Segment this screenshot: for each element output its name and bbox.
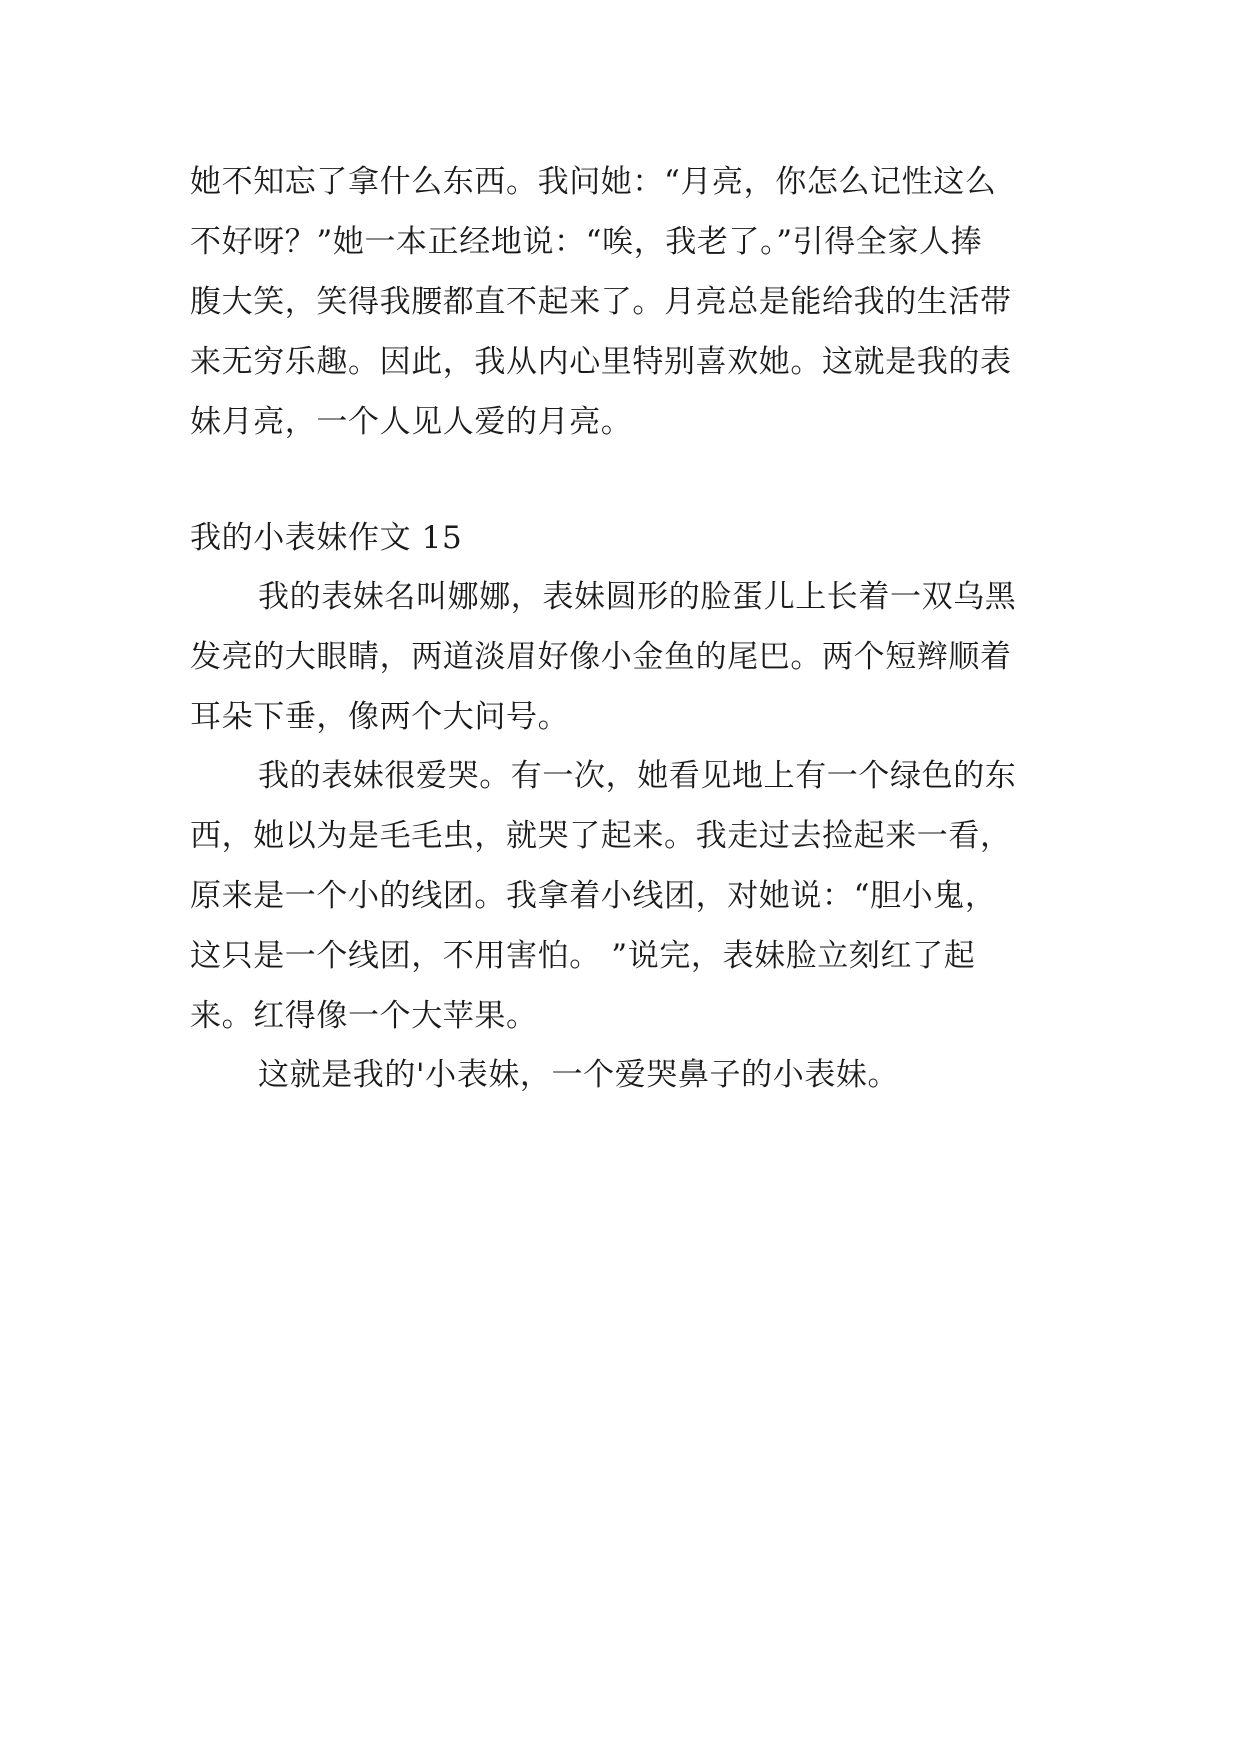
continuation-line-3: 腹大笑，笑得我腰都直不起来了。月亮总是能给我的生活带 (190, 284, 1012, 320)
continuation-line-1: 她不知忘了拿什么东西。我问她：“月亮，你怎么记性这么 (190, 164, 997, 200)
continuation-line-5: 妹月亮，一个人见人爱的月亮。 (190, 404, 633, 440)
paragraph2-line-1: 我的表妹很爱哭。有一次，她看见地上有一个绿色的东 (258, 758, 1017, 794)
paragraph2-line-5: 来。红得像一个大苹果。 (190, 998, 538, 1034)
paragraph2-line-2: 西，她以为是毛毛虫，就哭了起来。我走过去捡起来一看， (190, 818, 1012, 854)
essay-heading: 我的小表妹作文 15 (190, 520, 463, 556)
paragraph2-line-3: 原来是一个小的线团。我拿着小线团，对她说：“胆小鬼， (190, 878, 997, 914)
paragraph1-line-2: 发亮的大眼睛，两道淡眉好像小金鱼的尾巴。两个短辫顺着 (190, 639, 1012, 675)
paragraph3-line-1: 这就是我的'小表妹，一个爱哭鼻子的小表妹。 (258, 1057, 900, 1093)
paragraph1-line-3: 耳朵下垂，像两个大问号。 (190, 699, 570, 735)
continuation-line-4: 来无穷乐趣。因此，我从内心里特别喜欢她。这就是我的表 (190, 344, 1012, 380)
paragraph2-line-4: 这只是一个线团，不用害怕。 ”说完，表妹脸立刻红了起 (190, 938, 976, 974)
paragraph1-line-1: 我的表妹名叫娜娜，表妹圆形的脸蛋儿上长着一双乌黑 (258, 579, 1017, 615)
continuation-line-2: 不好呀？”她一本正经地说：“唉，我老了。”引得全家人捧 (190, 224, 983, 260)
